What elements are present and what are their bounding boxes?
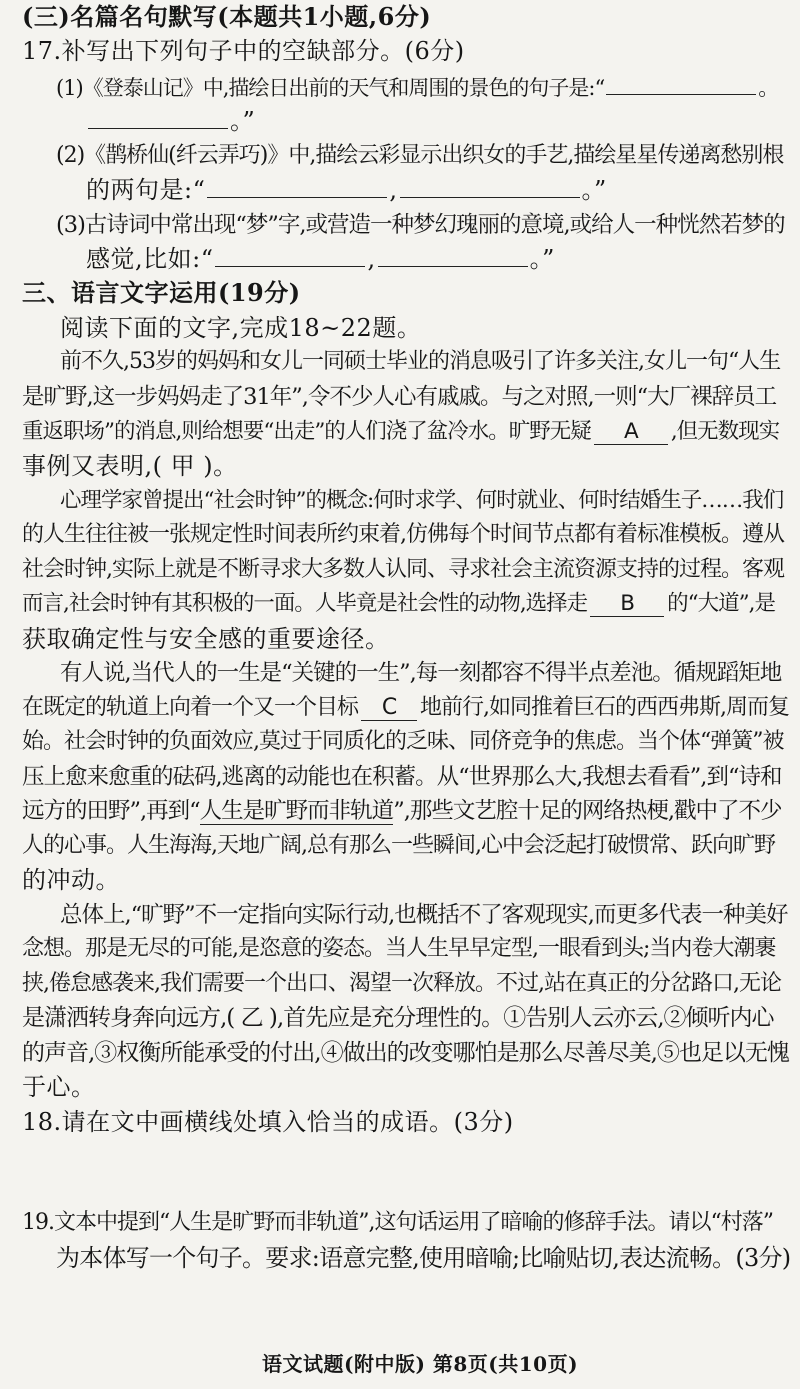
para1-line: 是旷野,这一步妈妈走了31年”,令不少人心有戚戚。与之对照,一则“大厂裸辞员工 [22,384,777,410]
para2-text: 的“大道”,是 [667,591,775,616]
idiom-blank-c[interactable]: C [361,696,417,721]
underlined-phrase: 人生是旷野而非轨道 [199,798,394,824]
para3-line: 人的心事。人生海海,天地广阔,总有那么一些瞬间,心中会泛起打破惯常、跃向旷野 [22,833,775,858]
para3-line [22,693,789,723]
answer-blank[interactable] [400,175,580,198]
q17-item-2: (2)《鹊桥仙(纤云弄巧)》中,描绘云彩显示出织女的手艺,描绘星星传递离愁别根 [56,143,784,168]
para4-line: 挟,倦怠感袭来,我们需要一个出口、渴望一次释放。不过,站在真正的分岔路口,无论 [22,971,781,996]
q17-item-2-prefix: 的两句是:“ [86,176,206,204]
para1-line [22,417,779,447]
question-18: 18.请在文中画横线处填入恰当的成语。(3分) [22,1108,514,1136]
para3-line: 始。社会时钟的负面效应,莫过于同质化的乏味、同侪竞争的焦虑。当个体“弹簧”被 [22,729,784,754]
para3-line: 有人说,当代人的一生是“关键的一生”,每一刻都容不得半点差池。循规蹈矩地 [60,660,782,686]
para3-text: ”,那些文艺腔十足的网络热梗,戳中了不少 [393,798,782,824]
q17-item-1 [56,72,778,103]
idiom-blank-b[interactable]: B [590,592,664,617]
para2-line: 心理学家曾提出“社会时钟”的概念:何时求学、何时就业、何时结婚生子……我们 [60,488,784,513]
question-17-stem: 17.补写出下列句子中的空缺部分。(6分) [22,37,465,65]
para4-line: 的声音,③权衡所能承受的付出,④做出的改变哪怕是那么尽善尽美,⑤也足以无愧 [22,1040,789,1066]
question-19-line: 为本体写一个句子。要求:语意完整,使用暗喻;比喻贴切,表达流畅。(3分) [56,1244,791,1272]
para1-line: 事例又表明,( 甲 )。 [22,452,238,480]
para4-line: 念想。那是无尽的可能,是恣意的姿态。当人生早早定型,一眼看到头;当内卷大潮裹 [22,936,776,961]
q17-item-1-text: (1)《登泰山记》中,描绘日出前的天气和周围的景色的句子是:“ [56,76,605,100]
q17-item-3-end: 。” [529,245,555,273]
para3-text: 远方的田野”,再到“ [22,798,200,824]
para3-line [22,796,782,826]
q17-item-2-cont [86,175,607,205]
para2-line: 获取确定性与安全感的重要途径。 [22,625,390,653]
para3-text: 在既定的轨道上向着一个又一个目标 [22,695,359,720]
q17-item-1-period: 。 [758,76,779,100]
q17-item-1-cont [86,106,255,136]
para1-text: ,但无数现实 [670,419,780,444]
answer-blank[interactable] [378,244,528,267]
para3-text: 地前行,如同推着巨石的西西弗斯,周而复 [420,695,790,720]
para4-line: 总体上,“旷野”不一定指向实际行动,也概括不了客观现实,而更多代表一种美好 [60,902,788,928]
para4-line: 于心。 [22,1073,96,1101]
answer-blank[interactable] [606,72,756,95]
page-footer: 语文试题(附中版) 第8页(共10页) [262,1352,579,1376]
q17-item-2-end: 。” [581,176,607,204]
answer-blank[interactable] [207,175,387,198]
para1-line: 前不久,53岁的妈妈和女儿一同硕士毕业的消息吸引了许多关注,女儿一句“人生 [60,349,781,374]
q17-item-1-end: 。” [230,107,256,135]
q17-item-3: (3)古诗词中常出现“梦”字,或营造一种梦幻瑰丽的意境,或给人一种恍然若梦的 [56,212,785,238]
para2-text: 而言,社会时钟有其积极的一面。人毕竟是社会性的动物,选择走 [22,591,588,616]
answer-blank[interactable] [88,106,228,129]
section-heading: (三)名篇名句默写(本题共1小题,6分) [22,2,432,31]
q17-item-2-comma: , [389,176,398,204]
idiom-blank-a[interactable]: A [594,420,668,445]
para3-line: 的冲动。 [22,866,120,894]
q17-item-3-comma: , [367,245,376,273]
para4-line: 是潇洒转身奔向远方,( 乙 ),首先应是充分理性的。①告别人云亦云,②倾听内心 [22,1005,774,1031]
answer-blank[interactable] [215,244,365,267]
para1-text: 重返职场”的消息,则给想要“出走”的人们浇了盆冷水。旷野无疑 [22,419,591,444]
question-19-line: 19.文本中提到“人生是旷野而非轨道”,这句话运用了暗喻的修辞手法。请以“村落” [22,1210,773,1235]
part-heading: 三、语言文字运用(19分) [22,278,301,307]
reading-instruction: 阅读下面的文字,完成18~22题。 [60,314,422,342]
para2-line: 社会时钟,实际上就是不断寻求大多数人认同、寻求社会主流资源支持的过程。客观 [22,557,784,582]
para2-line [22,589,775,619]
q17-item-3-prefix: 感觉,比如:“ [86,245,214,273]
para3-line: 压上愈来愈重的砝码,逃离的动能也在积蓄。从“世界那么大,我想去看看”,到“诗和 [22,764,782,790]
q17-item-3-cont [86,244,555,274]
para2-line: 的人生往往被一张规定性时间表所约束着,仿佛每个时间节点都有着标准模板。遵从 [22,522,784,547]
